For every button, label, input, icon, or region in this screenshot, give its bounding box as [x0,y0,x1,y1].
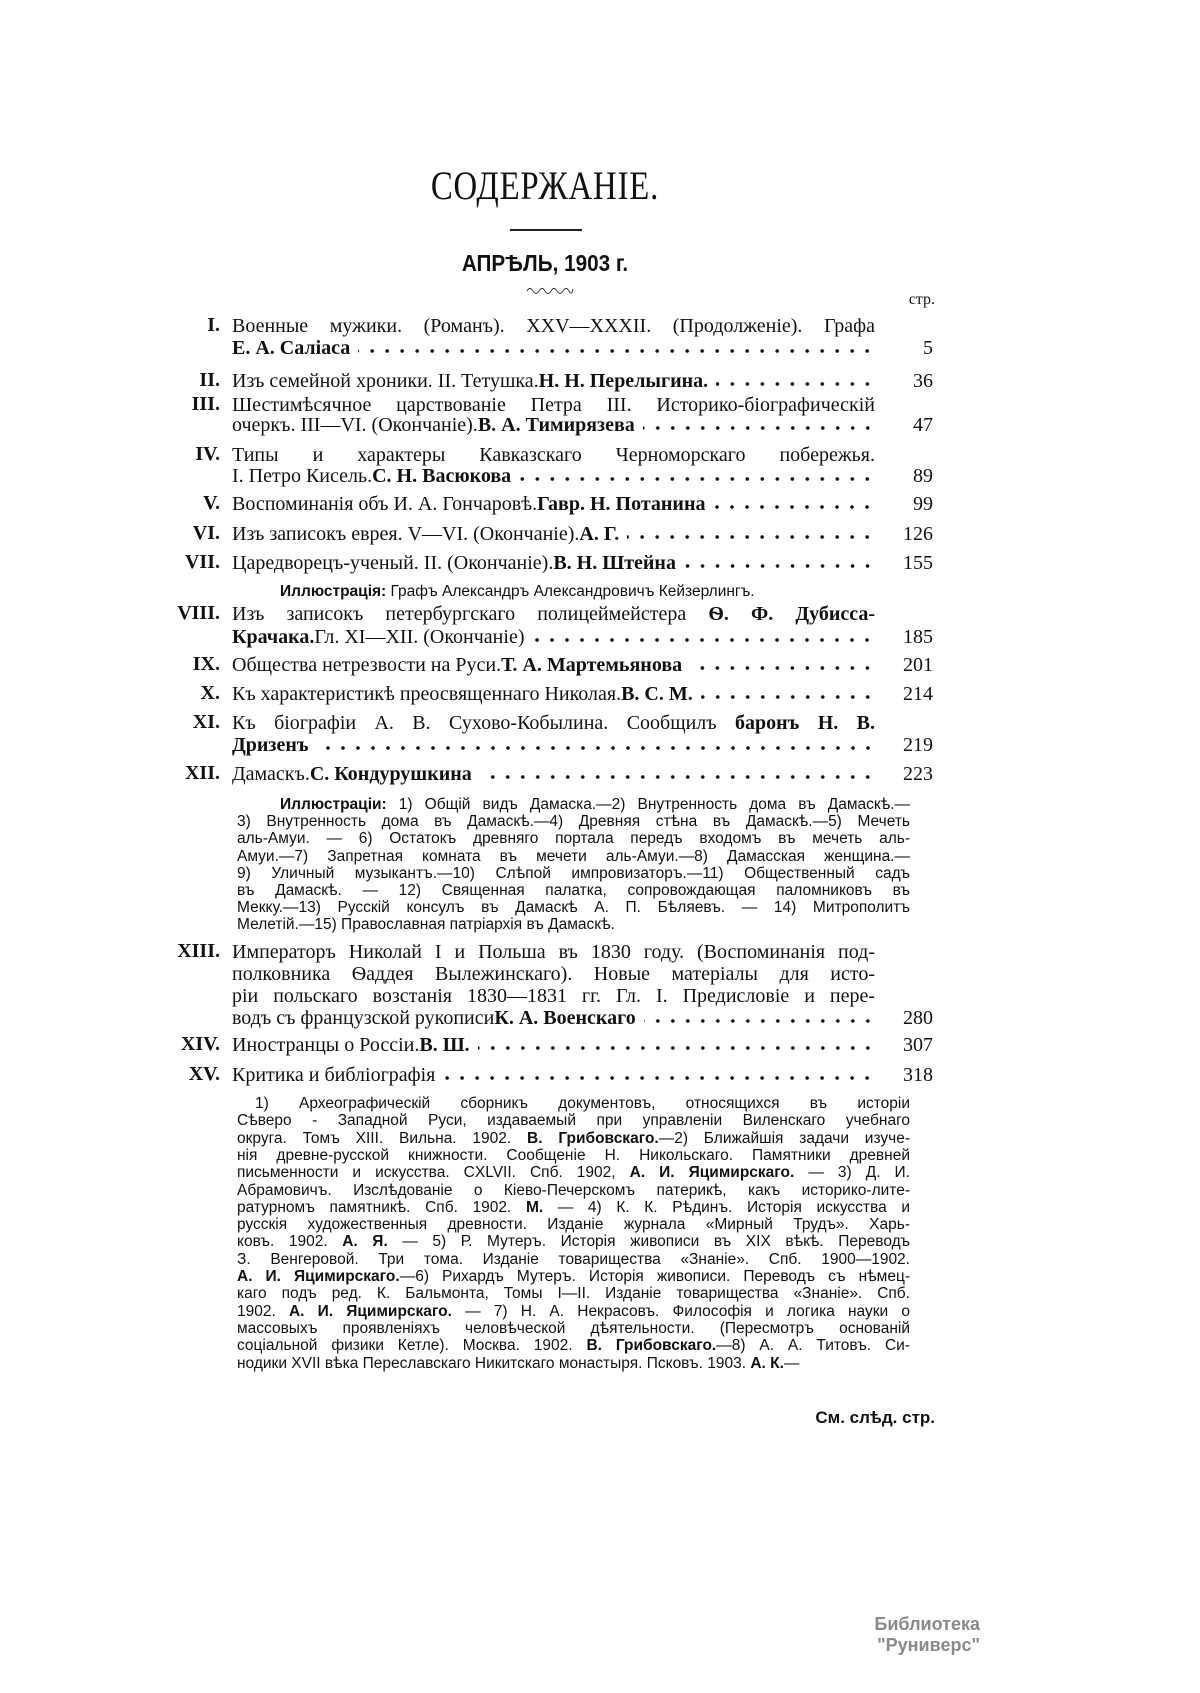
page-number: 47 [913,414,933,436]
entry-text: аль-Амуи. — 6) Остатокъ древняго портала передъ входомъ въ мечеть аль- [237,830,910,848]
entry-text: Изъ семейной хроники. II. Тетушка. [232,370,539,392]
author-name: Т. А. Мартемьянова [501,654,683,676]
dot-leader [480,773,875,781]
bibliography-list-line [237,1268,910,1286]
bibliography-list-line [237,1164,910,1182]
page-number: 223 [903,763,933,785]
entry-text: въ Дамаскѣ. — 12) Священная палатка, сопровождающая паломниковъ въ [237,882,910,899]
entry-text: письменности и искусства. CXLVII. Спб. 1902, [237,1164,630,1182]
bibliography-list-line [237,1355,910,1373]
entry-numeral: V. [203,492,220,514]
author-name: В. Н. Штейна [553,552,676,574]
author-name: Иллюстрація: [280,583,391,600]
entry-line [232,603,875,625]
entry-text: Изъ записокъ еврея. V—VI. (Окончаніе). [232,523,580,545]
page-number: 36 [913,370,933,392]
entry-text: Общества нетрезвости на Руси. [232,654,502,676]
author-name: Ѳ. Ф. Дубисса- [708,603,875,625]
dot-leader [643,424,875,432]
bibliography-list-line [237,1199,910,1217]
entry-numeral: II. [199,369,220,391]
continued-note: См. слѣд. стр. [815,1408,935,1427]
author-name: А. И. Яцимирскаго. [237,1268,400,1285]
page-number: 201 [903,654,933,676]
entry-text: 9) Уличный музыкантъ.—10) Слѣпой импровизаторъ.—11) Общественный садъ [237,864,910,882]
entry-line [232,763,875,785]
entry-text: Къ біографіи А. В. Сухово-Кобылина. Сообщилъ [232,712,736,734]
entry-line [232,465,875,487]
author-name: Крачака. [232,626,315,648]
entry-text: — [783,1354,800,1372]
author-name: баронъ Н. В. [735,712,875,734]
entry-text: Военные мужики. (Романъ). XXV—XXXII. (Продолженіе). Графа [232,315,875,337]
entry-line [232,683,875,705]
page-title: СОДЕРЖАНІЕ. [430,163,660,208]
dot-leader [701,693,875,701]
dot-leader [317,744,875,752]
author-name: Иллюстраціи: [280,796,399,813]
entry-text: Амуи.—7) Запретная комната въ мечети аль-Амуи.—8) Дамасская женщина.— [237,847,910,865]
entry-text: — 5) Р. Мутеръ. Исторія живописи въ XIX вѣкѣ. Переводъ [387,1233,910,1251]
illustrations-list-line [280,796,910,814]
entry-text: нодики XVII вѣка Переславскаго Никитскаго монастыря. Псковъ. 1903. [237,1354,751,1372]
page-number: 280 [903,1007,933,1029]
bibliography-list-line [237,1130,910,1148]
page-number: 219 [903,734,933,756]
entry-text: Къ характеристикѣ преосвященнаго Николая. [232,683,622,705]
author-name: В. Грибовскаго. [586,1337,717,1355]
illustrations-list-line [237,813,910,831]
entry-text: Мекку.—13) Русскій консулъ въ Дамаскѣ А. П. Бѣляевъ. — 14) Митрополитъ [237,899,910,917]
page-number: 185 [903,626,933,648]
author-name: М. [525,1198,544,1216]
page-number: 89 [913,465,933,487]
entry-text: 1902. [237,1302,289,1320]
dot-leader [644,1017,875,1025]
entry-numeral: IV. [195,443,220,465]
author-name: А. И. Яцимирскаго. [629,1164,795,1182]
bibliography-list-line [237,1233,910,1251]
entry-text: — 4) К. К. Рѣдинъ. Исторія искусства и [543,1198,910,1216]
entry-numeral: X. [200,682,220,704]
title-rule [510,229,582,231]
entry-text: — 7) Н. А. Некрасовъ. Философія и логика науки о [451,1302,910,1320]
bibliography-list-line [237,1216,910,1234]
entry-text: каго подъ ред. К. Бальмонта, Томы I—II. Изданіе товарищества «Знаніе». Спб. [237,1285,910,1303]
illustration-note [280,583,880,601]
bibliography-list-line [237,1251,910,1269]
page-number: 5 [923,337,933,359]
entry-line [232,394,875,416]
bibliography-list-line [237,1147,910,1165]
author-name: А. К. [750,1354,784,1372]
illustrations-list-line [237,830,910,848]
page-number: 318 [903,1064,933,1086]
author-name: Н. Н. Перелыгина. [538,370,709,392]
entry-line [232,370,875,392]
bibliography-list-line [237,1182,910,1200]
entry-line [232,315,875,337]
entry-numeral: III. [191,393,220,415]
entry-text: Воспоминанія объ И. А. Гончаровѣ. [232,493,538,515]
entry-line [232,985,875,1007]
entry-line [232,1007,875,1029]
dot-leader [690,664,875,672]
entry-text: Мелетій.—15) Православная патріархія въ Дамаскѣ. [237,916,615,934]
entry-text: округа. Томъ XIII. Вильна. 1902. [237,1129,528,1147]
entry-text: русскія художественныя древности. Изданіе журнала «Мирный Трудъ». Харь- [237,1216,910,1234]
author-name: К. А. Военскаго [494,1007,636,1029]
dot-leader [684,562,875,570]
entry-text: нія древне-русской книжности. Сообщеніе Н. Никольскаго. Памятники древней [237,1146,910,1164]
dot-leader [627,533,875,541]
author-name: Е. А. Саліаса [232,337,351,359]
dot-leader [519,475,875,483]
dot-leader [478,1044,875,1052]
entry-numeral: I. [207,314,220,336]
dot-leader [532,636,875,644]
bibliography-list-line [237,1320,910,1338]
entry-text: 3) Внутренность дома въ Дамаскѣ.—4) Древняя стѣна въ Дамаскѣ.—5) Мечеть [237,813,910,831]
entry-line [232,552,875,574]
illustrations-list-line [237,916,910,934]
entry-text: 1) Общій видъ Дамаска.—2) Внутренность дома въ Дамаскѣ.— [398,796,910,813]
entry-text: Изъ записокъ петербургскаго полицеймейстера [232,603,709,625]
page-number: 307 [903,1034,933,1056]
entry-line [232,1064,875,1086]
entry-text: ріи польскаго возстанія 1830—1831 гг. Гл. I. Предисловіе и пере- [232,985,875,1007]
page-number: 155 [903,552,933,574]
illustrations-list-line [237,865,910,883]
author-name: В. Ш. [419,1034,470,1056]
page-number: 126 [903,523,933,545]
entry-line [232,963,875,985]
entry-line [232,493,875,515]
entry-text: Дамаскъ. [232,763,310,785]
dot-leader [713,503,875,511]
entry-line [232,654,875,676]
entry-line [232,626,875,648]
entry-text: 1) Археографическій сборникъ документовъ, относящихся въ исторіи [255,1095,910,1112]
entry-text: З. Венгеровой. Три тома. Изданіе товарищества «Знаніе». Спб. 1900—1902. [237,1250,910,1268]
author-name: Дризенъ [232,734,309,756]
entry-numeral: XII. [184,762,220,784]
entry-line [232,337,875,359]
issue-month-heading: АПРѢЛЬ, 1903 г. [461,250,629,276]
wavy-ornament-icon [525,283,575,295]
dot-leader [443,1074,875,1082]
author-name: А. Я. [342,1233,388,1251]
illustrations-list-line [237,848,910,866]
entry-text: —8) А. А. Титовъ. Си- [716,1337,910,1355]
entry-text: ковъ. 1902. [237,1233,343,1251]
entry-line [232,941,875,963]
entry-numeral: XI. [192,711,220,733]
author-name: С. Н. Васюкова [372,465,512,487]
page-number: 214 [903,683,933,705]
illustrations-list-line [237,899,910,917]
entry-numeral: VIII. [177,602,220,624]
author-name: С. Кондурушкина [309,763,472,785]
entry-text: Царедворецъ-ученый. II. (Окончаніе). [232,552,554,574]
entry-numeral: VI. [192,522,220,544]
bibliography-list-line [255,1095,910,1113]
entry-text: ратурномъ памятникѣ. Спб. 1902. [237,1198,526,1216]
bibliography-list-line [237,1303,910,1321]
entry-text: Типы и характеры Кавказскаго Черноморскаго побережья. [232,444,875,466]
entry-numeral: IX. [192,653,220,675]
entry-text: —6) Рихардъ Мутеръ. Исторія живописи. Переводъ съ нѣмец- [399,1268,910,1285]
entry-line [232,523,875,545]
author-name: В. С. М. [621,683,693,705]
entry-line [232,414,875,436]
entry-text: —2) Ближайшія задачи изуче- [658,1129,910,1147]
author-name: В. А. Тимирязева [477,414,635,436]
author-name: А. Г. [579,523,620,545]
entry-text: массовыхъ проявленіяхъ человѣческой дѣятельности. (Пересмотръ основаній [237,1319,910,1337]
entry-text: I. Петро Кисель. [232,465,373,487]
entry-text: Графъ Александръ Александровичъ Кейзерлингъ. [390,583,755,600]
entry-text: Иностранцы о Россіи. [232,1034,420,1056]
entry-text: Абрамовичъ. Изслѣдованіе о Кіево-Печерскомъ патерикѣ, какъ историко-лите- [237,1181,910,1199]
author-name: В. Грибовскаго. [527,1129,659,1147]
entry-numeral: XIII. [177,940,220,962]
entry-line [232,444,875,466]
entry-text: Сѣверо - Западной Руси, издаваемый при управленіи Виленскаго учебнаго [237,1112,910,1130]
bibliography-list-line [237,1112,910,1130]
entry-numeral: XV. [188,1063,220,1085]
bibliography-list-line [237,1337,910,1355]
entry-line [232,712,875,734]
entry-text: — 3) Д. И. [794,1164,910,1182]
page-column-label: стр. [908,291,935,308]
dot-leader [716,380,875,388]
library-watermark: Библиотека "Руниверс" [874,1614,980,1655]
entry-text: Гл. XI—XII. (Окончаніе) [314,626,525,648]
author-name: А. И. Яцимирскаго. [288,1302,452,1320]
entry-text: очеркъ. III—VI. (Окончаніе). [232,414,478,436]
bibliography-list-line [237,1285,910,1303]
entry-text: соціальной физики Кетле). Москва. 1902. [237,1337,587,1355]
dot-leader [358,347,875,355]
entry-text: Критика и библіографія [232,1064,436,1086]
entry-line [232,1034,875,1056]
entry-text: водъ съ французской рукописи [232,1007,495,1029]
entry-text: Шестимѣсячное царствованіе Петра III. Историко-біографическій [232,394,875,416]
entry-numeral: XIV. [180,1033,220,1055]
illustrations-list-line [237,882,910,900]
author-name: Гавр. Н. Потанина [537,493,706,515]
entry-text: полковника Ѳаддея Вылежинскаго). Новые матеріалы для исто- [232,963,875,985]
page-number: 99 [913,493,933,515]
entry-line [232,734,875,756]
entry-numeral: VII. [184,551,220,573]
entry-text: Императоръ Николай I и Польша въ 1830 году. (Воспоминанія под- [232,941,875,963]
